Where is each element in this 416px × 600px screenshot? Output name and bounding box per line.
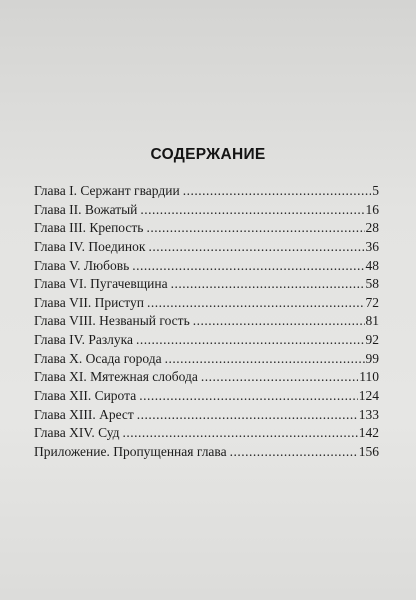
toc-entry [34,295,379,314]
toc-entry-page: 72 [365,294,379,310]
toc-entry-page: 99 [365,350,379,366]
toc-entry-title: Глава III. Крепость [34,220,144,236]
toc-entry [34,183,379,202]
toc-entry [34,239,379,258]
table-of-contents [34,183,379,463]
toc-entry-title: Приложение. Пропущенная глава [34,443,227,459]
dot-leader [201,369,358,385]
toc-entry [34,258,379,277]
toc-entry [34,332,379,351]
dot-leader [140,202,364,218]
toc-entry-title: Глава X. Осада города [34,350,162,366]
toc-entry-page: 36 [365,238,379,254]
dot-leader [230,444,358,460]
toc-entry-title: Глава VI. Пугачевщина [34,276,168,292]
dot-leader [132,258,364,274]
toc-entry-title: Глава II. Вожатый [34,201,138,217]
dot-leader [137,407,358,423]
toc-entry-title: Глава XIII. Арест [34,406,134,422]
toc-entry-page: 124 [358,388,379,404]
toc-entry-title: Глава IV. Разлука [34,332,134,348]
toc-entry-title: Глава XII. Сирота [34,388,137,404]
toc-entry-page: 48 [365,257,379,273]
toc-entry-page: 92 [365,332,379,348]
toc-entry [34,407,379,426]
toc-entry [34,276,379,295]
toc-entry-page: 142 [358,425,379,441]
toc-entry [34,425,379,444]
toc-entry-page: 110 [359,369,379,385]
toc-entry [34,388,379,407]
toc-entry-page: 58 [365,276,379,292]
dot-leader [136,332,364,348]
toc-entry [34,313,379,332]
toc-entry-title: Глава I. Сержант гвардии [34,183,180,198]
dot-leader [193,313,365,329]
dot-leader [148,239,364,255]
toc-entry [34,202,379,221]
toc-entry-title: Глава VIII. Незваный гость [34,313,190,329]
toc-entry-page: 81 [365,313,379,329]
dot-leader [147,295,365,311]
dot-leader [171,276,365,292]
toc-entry-page: 16 [365,201,379,217]
toc-entry [34,351,379,370]
dot-leader [165,351,365,367]
toc-entry-title: Глава V. Любовь [34,257,130,273]
toc-entry-title: Глава VII. Приступ [34,294,144,310]
dot-leader [146,220,364,236]
contents-heading: СОДЕРЖАНИЕ [150,146,266,163]
toc-entry-title: Глава XIV. Суд [34,425,120,441]
toc-entry-title: Глава IV. Поединок [34,238,146,254]
toc-entry-page: 156 [358,443,379,459]
toc-entry [34,220,379,239]
toc-entry-page: 133 [358,406,379,422]
toc-entry [34,444,379,463]
dot-leader [183,183,372,199]
toc-entry-page: 5 [372,183,379,198]
toc-entry-page: 28 [365,220,379,236]
dot-leader [139,388,358,404]
dot-leader [123,425,358,441]
toc-entry-title: Глава XI. Мятежная слобода [34,369,198,385]
toc-entry [34,369,379,388]
